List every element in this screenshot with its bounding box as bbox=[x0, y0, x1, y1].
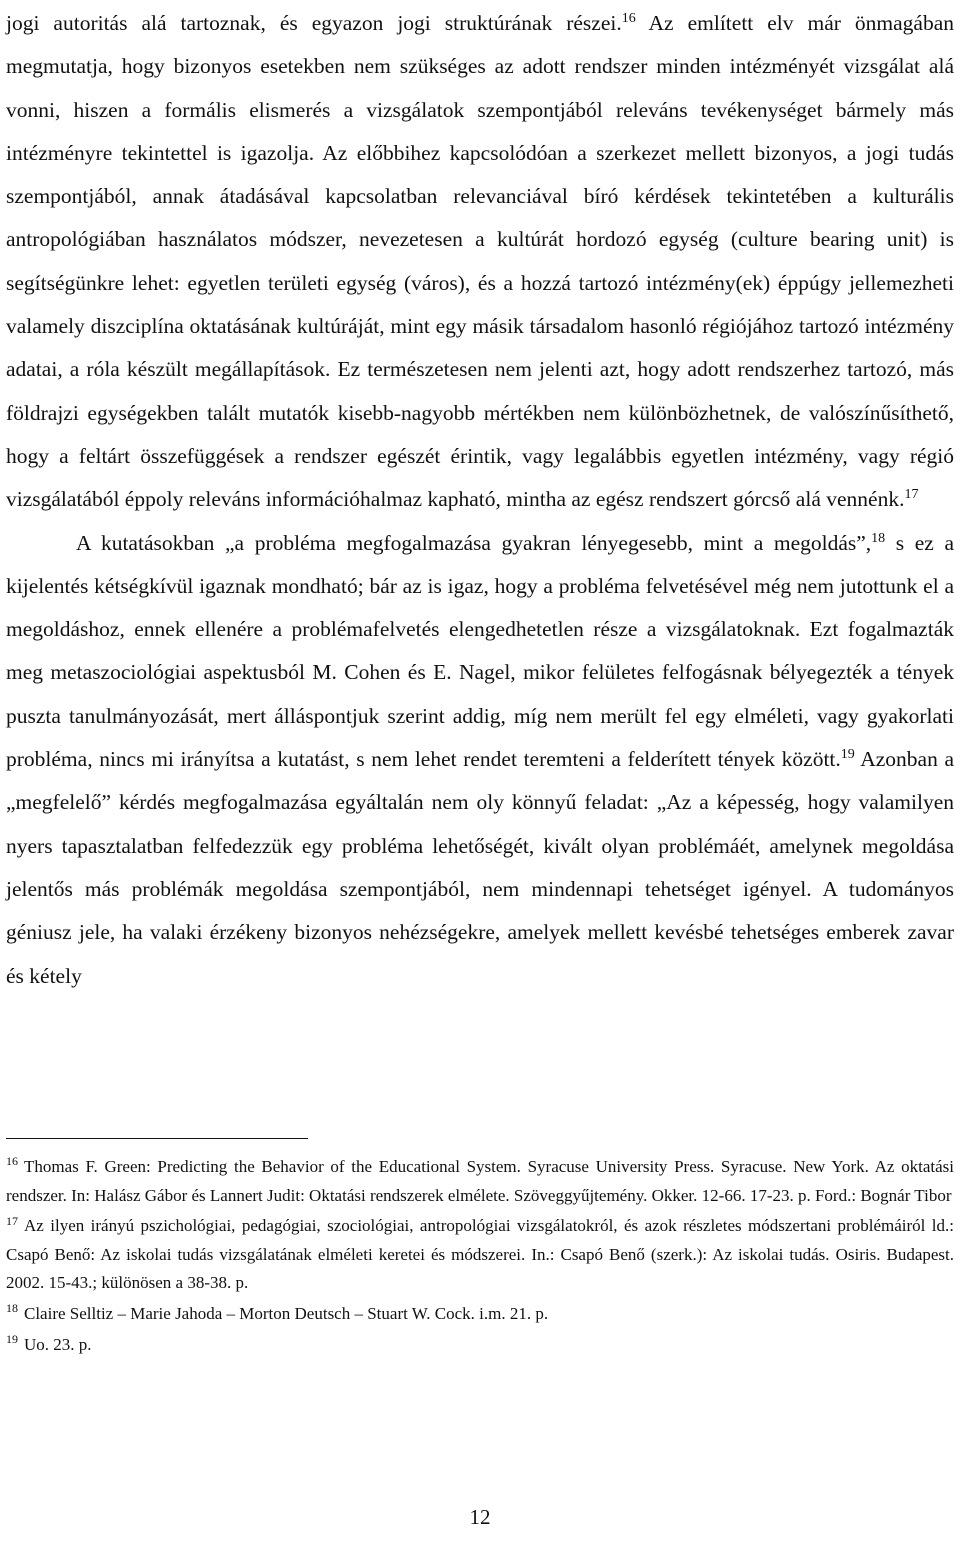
paragraph-text: Az említett elv már önmagában megmutatja, hogy bizonyos esetekben nem szükséges az adott rendszer minden intézményét vizsgálat alá vonni, hiszen a formális elismerés a vizsgálatok szempontjából releváns tevékenységet bármely más intézményre tekintettel is igazolja. Az előbbihez kapcsolódóan a szerkezet mellett bizonyos, a jogi tudás szempontjából, annak átadásával kapcsolatban relevanciával bíró kérdések tekintetében a kulturális antropológiában használatos módszer, nevezetesen a kultúrát hordozó egység (culture bearing unit) is segítségünkre lehet: egyetlen területi egység (város), és a hozzá tartozó intézmény(ek) éppúgy jellemezheti valamely diszciplína oktatásának kultúráját, mint egy másik társadalom hasonló régiójához tartozó intézmény adatai, a róla készült megállapítások. Ez természetesen nem jelenti azt, hogy adott rendszerhez tartozó, más földrajzi egységekben talált mutatók kisebb-nagyobb mértékben nem különbözhetnek, de valószínűsíthető, hogy a feltárt összefüggések a rendszer egészét érintik, vagy legalábbis egyetlen intézmény, vagy régió vizsgálatából éppoly releváns információhalmaz kapható, mintha az egész rendszert górcső alá vennénk. bbox=[6, 11, 955, 512]
footnote-reference: 18 bbox=[871, 530, 886, 546]
footnote-text: Thomas F. Green: Predicting the Behavior of the Educational System. Syracuse University Press. Syracuse. New York. Az oktatási rendszer. In: Halász Gábor és Lannert Judit: Oktatási rendszerek elmélete. Szöveggyűjtemény. Okker. 12-66. 17-23. p. Ford.: Bognár Tibor bbox=[6, 1157, 954, 1205]
paragraph-text: s ez a kijelentés kétségkívül igaznak mondható; bár az is igaz, hogy a probléma felvetésével még nem jutottunk el a megoldáshoz, ennek ellenére a problémafelvetés elengedhetetlen része a vizsgálatoknak. Ezt fogalmazták meg metaszociológiai aspektusból M. Cohen és E. Nagel, mikor felületes felfogásnak bélyegezték a tények puszta tanulmányozását, mert álláspontjuk szerint addig, míg nem merült fel egy elméleti, vagy gyakorlati probléma, nincs mi irányítsa a kutatást, s nem lehet rendet teremteni a felderített tények között. bbox=[6, 530, 954, 772]
page-number: 12 bbox=[469, 1505, 491, 1529]
paragraph-text: jogi autoritás alá tartoznak, és egyazon jogi struktúrának részei. bbox=[6, 11, 622, 35]
footnote-number: 19 bbox=[6, 1331, 18, 1346]
footnote-reference: 19 bbox=[840, 746, 855, 762]
footnote bbox=[6, 1212, 954, 1298]
footnote bbox=[6, 1331, 954, 1360]
footnote-text: Uo. 23. p. bbox=[24, 1334, 92, 1354]
footnote-reference: 16 bbox=[621, 10, 636, 26]
footnotes bbox=[6, 1153, 954, 1361]
paragraph-text: A kutatásokban „a probléma megfogalmazása gyakran lényegesebb, mint a megoldás”, bbox=[76, 530, 872, 555]
paragraph bbox=[6, 2, 954, 522]
body-text bbox=[6, 2, 954, 998]
footnote-separator bbox=[6, 1138, 308, 1139]
paragraph bbox=[6, 522, 954, 998]
footnote-text: Claire Selltiz – Marie Jahoda – Morton Deutsch – Stuart W. Cock. i.m. 21. p. bbox=[24, 1303, 549, 1323]
footnote bbox=[6, 1153, 954, 1210]
footnote-number: 18 bbox=[6, 1301, 18, 1316]
footnote bbox=[6, 1300, 954, 1329]
footnote-number: 16 bbox=[6, 1154, 18, 1169]
paragraph-text: Azonban a „megfelelő” kérdés megfogalmazása egyáltalán nem oly könnyű feladat: „Az a képesség, hogy valamilyen nyers tapasztalatban felfedezzük egy probléma lehetőségét, kivált olyan problémáét, amelynek megoldása jelentős más problémák megoldása szempontjából, nem mindennapi tehetséget igényel. A tudományos géniusz jele, ha valaki érzékeny bizonyos nehézségekre, amelyek mellett kevésbé tehetséges emberek zavar és kétely bbox=[6, 747, 954, 988]
footnote-text: Az ilyen irányú pszichológiai, pedagógiai, szociológiai, antropológiai vizsgálatokról, és azok részletes módszertani problémáiról ld.: Csapó Benő: Az iskolai tudás vizsgálatának elméleti keretei és módszerei. In.: Csapó Benő (szerk.): Az iskolai tudás. Osiris. Budapest. 2002. 15-43.; különösen a 38-38. p. bbox=[6, 1216, 954, 1293]
footnote-number: 17 bbox=[6, 1213, 18, 1228]
footnote-reference: 17 bbox=[904, 487, 919, 503]
